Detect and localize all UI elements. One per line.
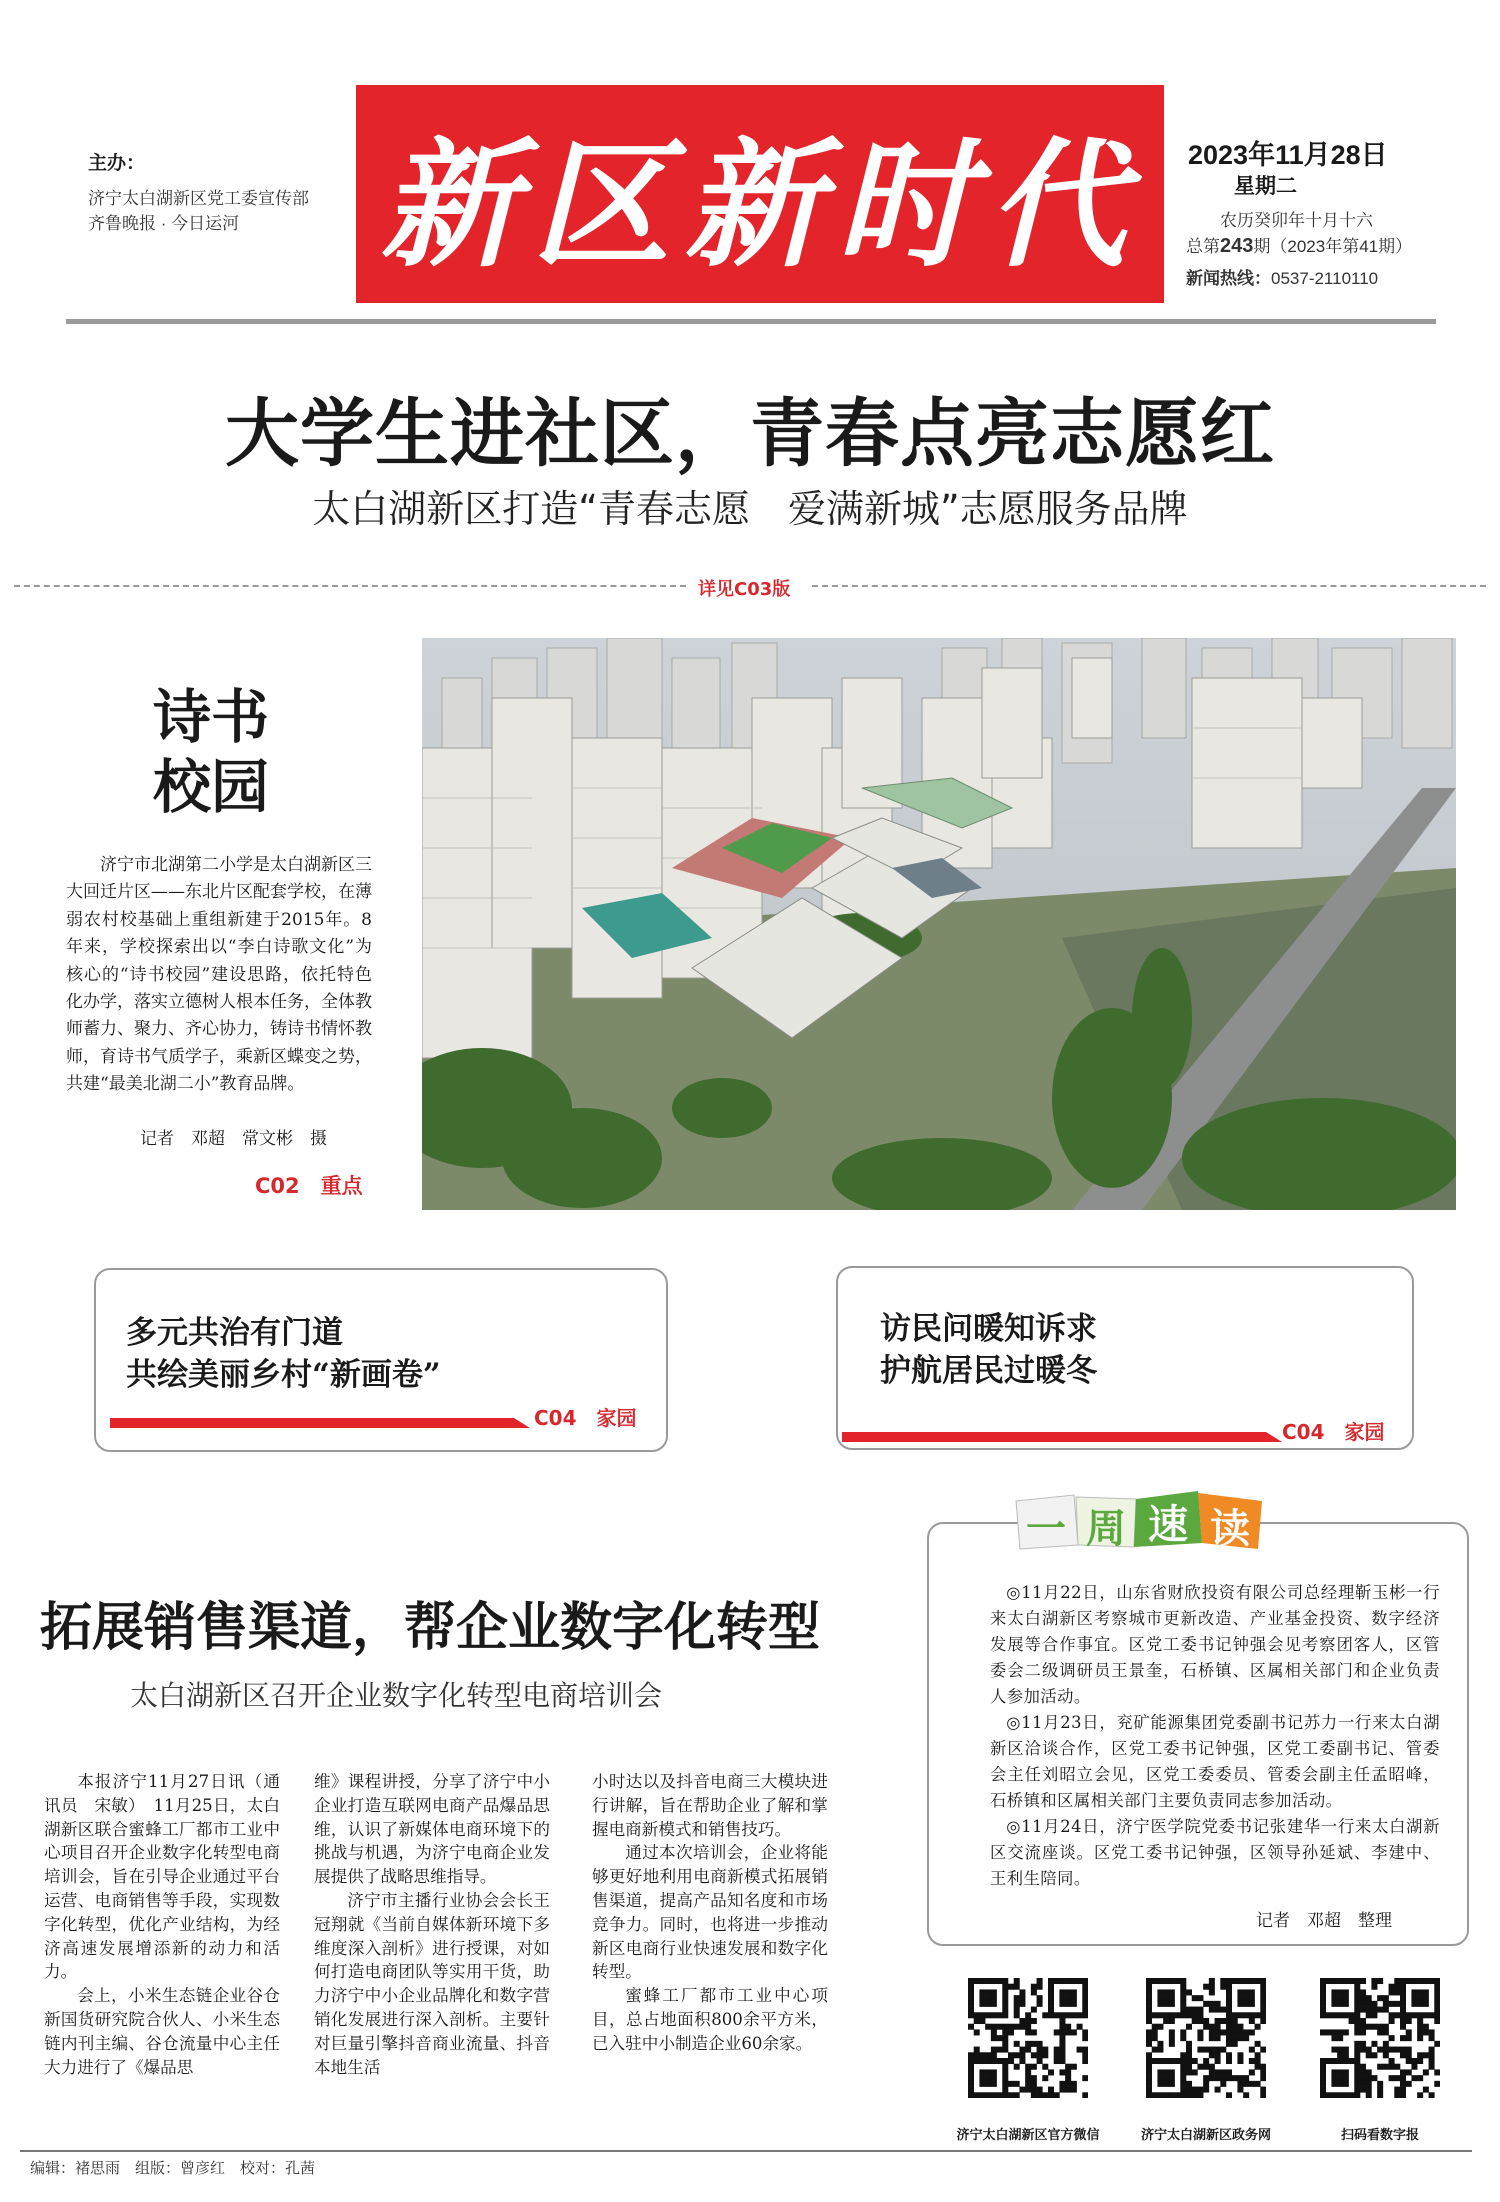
- issue-suffix: 期（2023年第41期）: [1253, 237, 1413, 256]
- teaser-right-line-2: 护航居民过暖冬: [880, 1353, 1097, 1389]
- poetry-credit: 记者 邓超 常文彬 摄: [140, 1129, 327, 1149]
- feature-column-3: [592, 1770, 828, 2056]
- issue-date: [1188, 133, 1388, 172]
- poetry-body: [66, 852, 372, 1099]
- news-hotline: [1186, 264, 1378, 289]
- teaser-right-line-1: 访民问暖知诉求: [880, 1311, 1097, 1347]
- feature-col3-para: 小时达以及抖音电商三大模块进行讲解，旨在帮助企业了解和掌握电商新模式和销售技巧。: [592, 1772, 828, 1839]
- teaser-left-page-ref[interactable]: C04 家园: [534, 1406, 637, 1430]
- weekly-credit: 记者 邓超 整理: [1256, 1911, 1392, 1931]
- weekly-banner: [1012, 1487, 1266, 1553]
- poetry-title-line-1: 诗书: [152, 683, 269, 751]
- qr-caption-digital-paper: 扫码看数字报: [1340, 2128, 1419, 2143]
- qr-digital-pattern: [1320, 1978, 1440, 2098]
- issue-number: [1186, 232, 1412, 258]
- masthead: [356, 85, 1164, 303]
- poetry-page-ref[interactable]: C02 重点: [255, 1174, 363, 1198]
- footer-divider: [20, 2150, 1472, 2152]
- lead-subheadline: 太白湖新区打造“青春志愿 爱满新城”志愿服务品牌: [312, 487, 1188, 531]
- qr-code-wechat[interactable]: [968, 1978, 1088, 2098]
- feature-col1-para: 本报济宁11月27日讯（通讯员 宋敏） 11月25日，太白湖新区联合蜜蜂工厂都市工业中心项目召开企业数字化转型电商培训会，旨在引导企业通过平台运营、电商销售等手段，实现数字化转型，优化产业结构，为经济高速发展增添新的动力和活力。: [44, 1772, 280, 1982]
- organizer-label: 主办：: [88, 153, 146, 174]
- feature-col2-para: 维》课程讲授，分享了济宁中小企业打造互联网电商产品爆品思维，认识了新媒体电商环境下的挑战与机遇，为济宁电商企业发展提供了战略思维指导。: [314, 1772, 550, 1887]
- qr-caption-gov: 济宁太白湖新区政务网: [1140, 2128, 1271, 2143]
- issue-number-value: 243: [1220, 235, 1254, 257]
- teaser-left-line-1: 多元共治有门道: [126, 1315, 343, 1351]
- teaser-right-page-ref[interactable]: C04 家园: [1282, 1420, 1385, 1444]
- organizer-line-2: 齐鲁晚报 · 今日运河: [88, 214, 240, 233]
- footer-credits: 编辑：褚思雨 组版：曾彦红 校对：孔茜: [30, 2159, 316, 2177]
- feature-headline: 拓展销售渠道，帮企业数字化转型: [40, 1597, 821, 1658]
- divider-left: [14, 585, 686, 587]
- masthead-title: 新区新时代: [379, 123, 1140, 286]
- organizer-line-1: 济宁太白湖新区党工委宣传部: [88, 189, 309, 208]
- weekly-banner-char-2: 周: [1086, 1507, 1126, 1551]
- feature-col3-para: 蜜蜂工厂都市工业中心项目，总占地面积800余平方米，已入驻中小制造企业60余家。: [592, 1986, 828, 2053]
- header-divider: [66, 319, 1436, 324]
- qr-gov-pattern: [1146, 1978, 1266, 2098]
- feature-col2-para: 济宁市主播行业协会会长王冠翔就《当前自媒体新环境下多维度深入剖析》进行授课，对如何打造电商团队等实用干货，助力济宁中小企业品牌化和数字营销化发展进行深入剖析。主要针对巨量引擎抖音商业流量、抖音本地生活: [314, 1890, 550, 2077]
- weekly-item: ◎11月24日，济宁医学院党委书记张建华一行来太白湖新区交流座谈。区党工委书记钟强，区领导孙延斌、李建中、王利生陪同。: [990, 1817, 1440, 1888]
- teaser-left-line-2: 共绘美丽乡村“新画卷”: [126, 1357, 441, 1393]
- teaser-right-red-bar: [842, 1430, 1282, 1444]
- qr-code-digital-paper[interactable]: [1320, 1978, 1440, 2098]
- weekday: 星期二: [1234, 175, 1297, 198]
- feature-col1-para: 会上，小米生态链企业谷仓新国货研究院合伙人、小米生态链内刊主编、谷仓流量中心主任大力进行了《爆品思: [44, 1986, 280, 2077]
- issue-prefix: 总第: [1186, 237, 1220, 256]
- hotline-label: 新闻热线：: [1186, 269, 1271, 288]
- qr-code-gov[interactable]: [1146, 1978, 1266, 2098]
- qr-wechat-pattern: [968, 1978, 1088, 2098]
- weekly-banner-char-4: 读: [1210, 1507, 1250, 1551]
- date-month-day: 11月28日: [1275, 140, 1388, 170]
- weekly-banner-char-1: 一: [1026, 1507, 1066, 1551]
- feature-subheadline: 太白湖新区召开企业数字化转型电商培训会: [130, 1679, 663, 1712]
- lead-headline: 大学生进社区，青春点亮志愿红: [225, 391, 1275, 477]
- divider-right: [812, 585, 1486, 587]
- teaser-box-right[interactable]: [836, 1266, 1414, 1450]
- weekly-items: [990, 1580, 1440, 1892]
- qr-caption-wechat: 济宁太白湖新区官方微信: [956, 2128, 1100, 2143]
- weekly-banner-char-3: 速: [1148, 1503, 1188, 1547]
- hotline-number: 0537-2110110: [1271, 269, 1379, 288]
- teaser-box-left[interactable]: [94, 1268, 668, 1452]
- lunar-date: 农历癸卯年十月十六: [1220, 211, 1373, 230]
- school-aerial-photo: [422, 638, 1456, 1210]
- date-year: 2023年: [1188, 140, 1276, 170]
- feature-col3-para: 通过本次培训会，企业将能够更好地利用电商新模式拓展销售渠道，提高产品知名度和市场竞争力。同时，也将进一步推动新区电商行业快速发展和数字化转型。: [592, 1843, 828, 1982]
- teaser-left-red-bar: [110, 1416, 530, 1430]
- poetry-title-line-2: 校园: [152, 753, 269, 821]
- lead-page-ref[interactable]: 详见C03版: [698, 579, 791, 600]
- weekly-item: ◎11月23日，兖矿能源集团党委副书记苏力一行来太白湖新区洽谈合作，区党工委书记钟强，区党工委副书记、管委会主任刘昭立会见，区党工委委员、管委会副主任孟昭峰，石桥镇和区属相关部门主要负责同志参加活动。: [990, 1713, 1440, 1810]
- weekly-item: ◎11月22日，山东省财欣投资有限公司总经理靳玉彬一行来太白湖新区考察城市更新改造、产业基金投资、数字经济发展等合作事宜。区党工委书记钟强会见考察团客人，区管委会二级调研员王景奎，石桥镇、区属相关部门和企业负责人参加活动。: [990, 1583, 1440, 1706]
- poetry-paragraph: 济宁市北湖第二小学是太白湖新区三大回迁片区——东北片区配套学校，在薄弱农村校基础上重组新建于2015年。8年来，学校探索出以“李白诗歌文化”为核心的“诗书校园”建设思路，依托特色化办学，落实立德树人根本任务，全体教师蓄力、聚力、齐心协力，铸诗书情怀教师，育诗书气质学子，乘新区蝶变之势，共建“最美北湖二小”教育品牌。: [66, 855, 372, 1095]
- feature-column-2: [314, 1770, 550, 2079]
- feature-column-1: [44, 1770, 280, 2079]
